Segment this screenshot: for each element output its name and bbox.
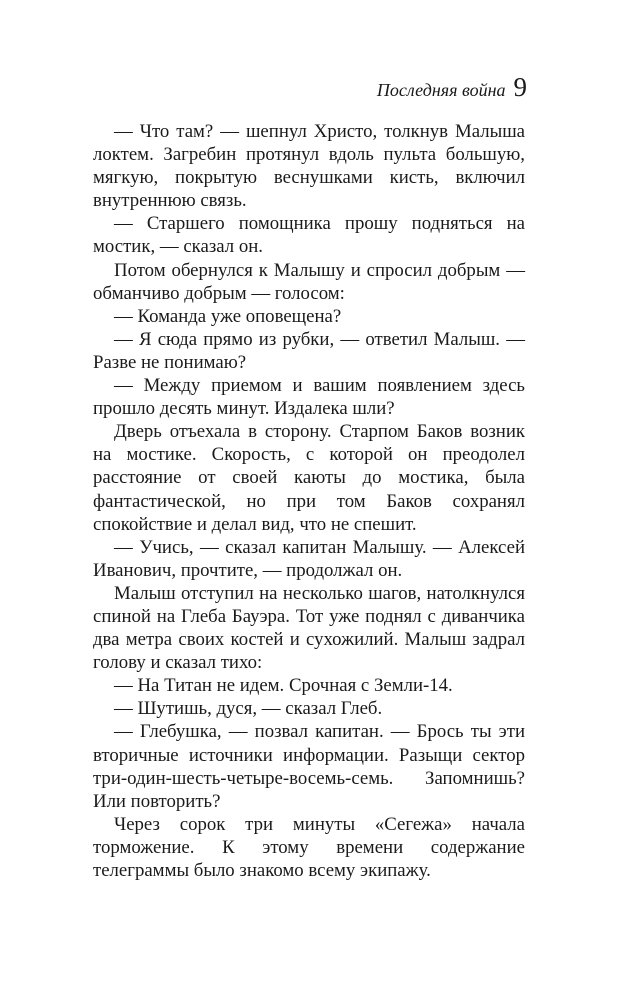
body-text — [93, 120, 525, 882]
paragraph: — Глебушка, — позвал капитан. — Брось ты эти вторичные источники информации. Разыщи сектор три-один-шесть-четыре-восемь-семь. Запомнишь? Или повторить? — [93, 721, 525, 812]
paragraph: — Учись, — сказал капитан Малышу. — Алексей Иванович, прочтите, — продолжал он. — [93, 536, 525, 581]
paragraph: — На Титан не идем. Срочная с Земли-14. — [114, 675, 453, 697]
paragraph: — Что там? — шепнул Христо, толкнув Малыша локтем. Загребин протянул вдоль пульта большую, мягкую, покрытую веснушками кисть, включил внутреннюю связь. — [93, 121, 525, 212]
page-header — [0, 72, 619, 103]
paragraph: — Команда уже оповещена? — [114, 305, 342, 327]
paragraph: Через сорок три минуты «Сегежа» начала торможение. К этому времени содержание телеграммы было знакомо всему экипажу. — [93, 813, 525, 881]
paragraph: — Я сюда прямо из рубки, — ответил Малыш. — Разве не понимаю? — [93, 328, 525, 373]
paragraph: — Между приемом и вашим появлением здесь прошло десять минут. Издалека шли? — [93, 375, 525, 420]
paragraph: — Старшего помощника прошу подняться на мостик, — сказал он. — [93, 213, 525, 258]
paragraph: — Шутишь, дуся, — сказал Глеб. — [114, 698, 383, 720]
running-title: Последняя война — [376, 80, 506, 100]
page-number: 9 — [513, 72, 527, 102]
paragraph: Дверь отъехала в сторону. Старпом Баков возник на мостике. Скорость, с которой он преодолел расстояние от своей каюты до мостика, была фантастической, но при том Баков сохранял спокойствие и делал вид, что не спешит. — [93, 421, 525, 535]
paragraph: Малыш отступил на несколько шагов, натолкнулся спиной на Глеба Бауэра. Тот уже поднял с диванчика два метра своих костей и сухожилий. Малыш задрал голову и сказал тихо: — [93, 582, 525, 674]
paragraph: Потом обернулся к Малышу и спросил добрым — обманчиво добрым — голосом: — [93, 259, 525, 304]
